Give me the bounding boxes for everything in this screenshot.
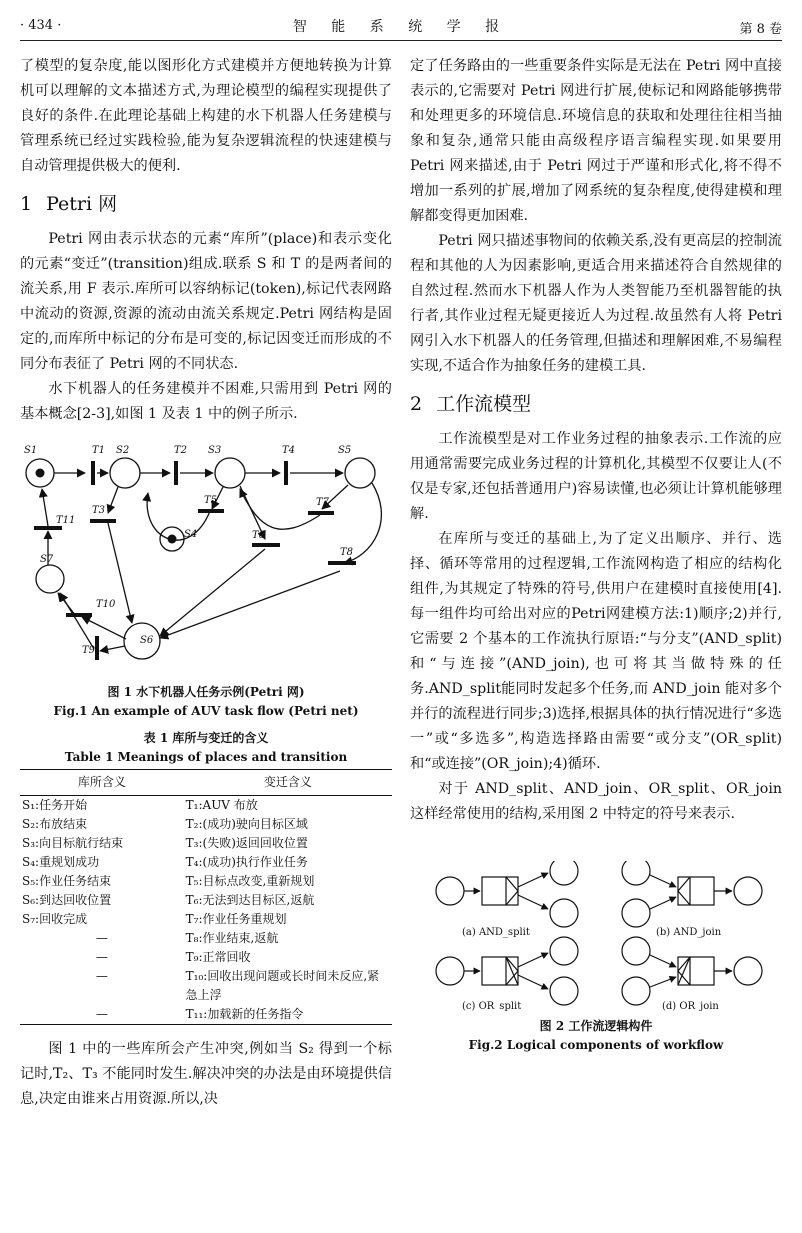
left-column	[20, 54, 392, 1112]
table-row	[20, 853, 392, 872]
paragraph: 在库所与变迁的基础上,为了定义出顺序、并行、选择、循环等常用的过程逻辑,工作流网构造了相应的结构化组件,为其规定了特殊的符号,供用户在建模时直接使用[4].每一组件均可给出对应的Petri网建模方法:1)顺序;2)并行,它需要 2 个基本的工作流执行原语:“与分支”(AND_split)和“与连接”(AND_join),也可将其当做特殊的任务.AND_split能同时发起多个任务,而 AND_join 能对多个并行的流程进行同步;3)选择,根据具体的执行情况进行“多选一”或“多选多”,构造选择路由需要“或分支”(OR_split)和“或连接”(OR_join);4)循环.	[410, 531, 782, 772]
section-heading-1	[20, 189, 392, 219]
section-title: 工作流模型	[436, 393, 532, 415]
label-t9: T9	[82, 645, 96, 656]
label-t10: T10	[96, 599, 116, 610]
figure-1-petri-net	[20, 431, 392, 681]
label-t6: T6	[252, 530, 266, 541]
section-title: Petri 网	[46, 193, 118, 215]
table-cell: —	[95, 969, 108, 983]
section-heading-2	[410, 389, 782, 419]
label-t2: T2	[174, 445, 188, 456]
table-cell: S₇:回收完成	[22, 912, 88, 926]
transition-t6	[252, 543, 280, 547]
table-cell: S₃:向目标航行结束	[22, 836, 124, 850]
paragraph: Petri 网只描述事物间的依赖关系,没有更高层的控制流程和其他的人为因素影响,更适合用来描述符合自然规律的自然过程.然而水下机器人作为人类智能乃至机器智能的执行者,其作业过程无疑更接近人为过程.故虽然有人将 Petri 网引入水下机器人的任务管理,但描述和理解困难,不易编程实现,不适合作为抽象任务的建模工具.	[410, 233, 782, 374]
table-1-caption-en: Table 1 Meanings of places and transition	[64, 750, 348, 764]
table-row	[20, 834, 392, 853]
table-cell: T₆:无法到达目标区,返航	[185, 893, 315, 907]
label-s5: S5	[338, 445, 352, 456]
table-header: 变迁含义	[184, 770, 392, 796]
table-cell: T₂:(成功)驶向目标区域	[185, 817, 308, 831]
label-s2: S2	[116, 445, 130, 456]
paragraph: 对于 AND_split、AND_join、OR_split、OR_join 这样经常使用的结构,采用图 2 中特定的符号来表示.	[410, 781, 782, 822]
label-t11: T11	[56, 515, 76, 526]
label-s1: S1	[24, 445, 38, 456]
label-or-split: (c) OR_split	[462, 1001, 522, 1011]
table-row	[20, 948, 392, 967]
token-s1	[36, 469, 45, 478]
label-t5: T5	[204, 495, 218, 506]
label-t8: T8	[340, 547, 354, 558]
table-row	[20, 967, 392, 1005]
paragraph: 工作流模型是对工作业务过程的抽象表示.工作流的应用通常需要完成业务过程的计算机化,其模型不仅要让人(不仅是专家,还包括普通用户)容易读懂,也必须让计算机能够理解.	[410, 431, 782, 522]
table-row	[20, 929, 392, 948]
table-cell: T₇:作业任务重规划	[185, 912, 287, 926]
table-cell: T₅:目标点改变,重新规划	[185, 874, 315, 888]
label-s7: S7	[40, 554, 54, 565]
table-cell: T₁:AUV 布放	[185, 798, 258, 812]
table-cell: S₆:到达回收位置	[22, 893, 112, 907]
transition-t2	[174, 461, 178, 485]
table-header: 库所含义	[20, 770, 184, 796]
label-s6: S6	[140, 635, 154, 646]
table-cell: T₈:作业结束,返航	[185, 931, 279, 945]
table-row	[20, 891, 392, 910]
figure-2-caption-cn: 图 2 工作流逻辑构件	[539, 1019, 653, 1033]
table-1-caption-cn: 表 1 库所与变迁的含义	[143, 731, 269, 745]
volume-number: 第 8 卷	[739, 22, 782, 37]
and-split-diagram	[436, 861, 578, 927]
and-join-diagram	[622, 861, 762, 927]
label-and-join: (b) AND_join	[656, 927, 722, 938]
table-cell: S₁:任务开始	[22, 798, 88, 812]
section-number: 1	[20, 193, 33, 215]
section-number: 2	[410, 393, 423, 415]
table-1	[20, 769, 392, 1025]
figure-1-caption-cn: 图 1 水下机器人任务示例(Petri 网)	[107, 685, 305, 699]
transition-t5	[198, 509, 224, 513]
table-cell: T₃:(失败)返回回收位置	[185, 836, 308, 850]
journal-name: 智 能 系 统 学 报	[292, 19, 510, 35]
table-cell: —	[20, 1005, 184, 1025]
label-and-split: (a) AND_split	[462, 927, 530, 938]
place-s5	[345, 458, 375, 488]
label-or-join: (d) OR_join	[662, 1001, 719, 1011]
transition-t3	[90, 519, 116, 523]
transition-t11	[34, 526, 62, 530]
transition-t8	[328, 561, 356, 565]
transition-t4	[284, 461, 288, 485]
place-s3	[215, 458, 245, 488]
table-cell: —	[95, 950, 108, 964]
label-t3: T3	[92, 505, 106, 516]
label-t4: T4	[282, 445, 296, 456]
right-column	[410, 54, 782, 1055]
table-cell: T₄:(成功)执行作业任务	[185, 855, 308, 869]
figure-1-caption-en: Fig.1 An example of AUV task flow (Petri net)	[53, 704, 359, 718]
page-number: · 434 ·	[20, 18, 62, 33]
table-cell: S₄:重规划成功	[22, 855, 100, 869]
paragraph: 水下机器人的任务建模并不困难,只需用到 Petri 网的基本概念[2-3],如图 1 及表 1 中的例子所示.	[20, 381, 392, 422]
label-t1: T1	[92, 445, 106, 456]
or-split-diagram	[436, 937, 578, 1005]
label-s4: S4	[184, 529, 198, 540]
table-cell: T₉:正常回收	[185, 950, 251, 964]
figure-2-caption-en: Fig.2 Logical components of workflow	[468, 1038, 724, 1052]
label-t7: T7	[316, 497, 330, 508]
paragraph: 定了任务路由的一些重要条件实际是无法在 Petri 网中直接表示的,它需要对 Petri 网进行扩展,使标记和网路能够携带和处理更多的环境信息.环境信息的获取和处理往往相当抽象和复杂,通常只能由高级程序语言编程实现.如果要用 Petri 网来描述,由于 Petri 网过于严谨和形式化,将不得不增加一系列的扩展,增加了网系统的复杂程度,使得建模和理解都变得更加困难.	[410, 58, 782, 224]
table-row	[20, 796, 392, 816]
transition-t9	[95, 636, 99, 660]
table-cell: S₂:布放结束	[22, 817, 88, 831]
table-row	[20, 815, 392, 834]
figure-2-workflow-components	[410, 861, 782, 1011]
table-cell: T₁₀:回收出现问题或长时间未反应,紧急上浮	[185, 969, 380, 1002]
paragraph: Petri 网由表示状态的元素“库所”(place)和表示变化的元素“变迁”(transition)组成.联系 S 和 T 的是两者间的流关系,用 F 表示.库所可以容纳标记(token),标记代表网路中流动的资源,资源的流动由流关系规定.Petri 网结构是固定的,而库所中标记的分布是可变的,标记因变迁而形成的不同分布表征了 Petri 网的不同状态.	[20, 231, 392, 372]
token-s4	[168, 535, 177, 544]
paragraph: 图 1 中的一些库所会产生冲突,例如当 S₂ 得到一个标记时,T₂、T₃ 不能同时发生.解决冲突的办法是由环境提供信息,决定由谁来占用资源.所以,决	[20, 1041, 392, 1107]
table-row	[20, 1005, 392, 1025]
or-join-diagram	[622, 937, 762, 1005]
label-s3: S3	[208, 445, 222, 456]
transition-t10	[66, 613, 92, 617]
transition-t7	[308, 511, 334, 515]
table-cell: —	[95, 931, 108, 945]
table-cell: T₁₁:加载新的任务指令	[184, 1005, 392, 1025]
table-cell: S₅:作业任务结束	[22, 874, 112, 888]
table-row	[20, 910, 392, 929]
place-s2	[110, 458, 140, 488]
place-s7	[36, 565, 64, 593]
paragraph: 了模型的复杂度,能以图形化方式建模并方便地转换为计算机可以理解的文本描述方式,为理论模型的编程实现提供了良好的条件.在此理论基础上构建的水下机器人任务建模与管理系统已经过实践检验,能为复杂逻辑流程的快速建模与自动管理提供极大的便利.	[20, 58, 392, 174]
transition-t1	[91, 461, 95, 485]
running-header	[20, 14, 782, 41]
table-row	[20, 872, 392, 891]
